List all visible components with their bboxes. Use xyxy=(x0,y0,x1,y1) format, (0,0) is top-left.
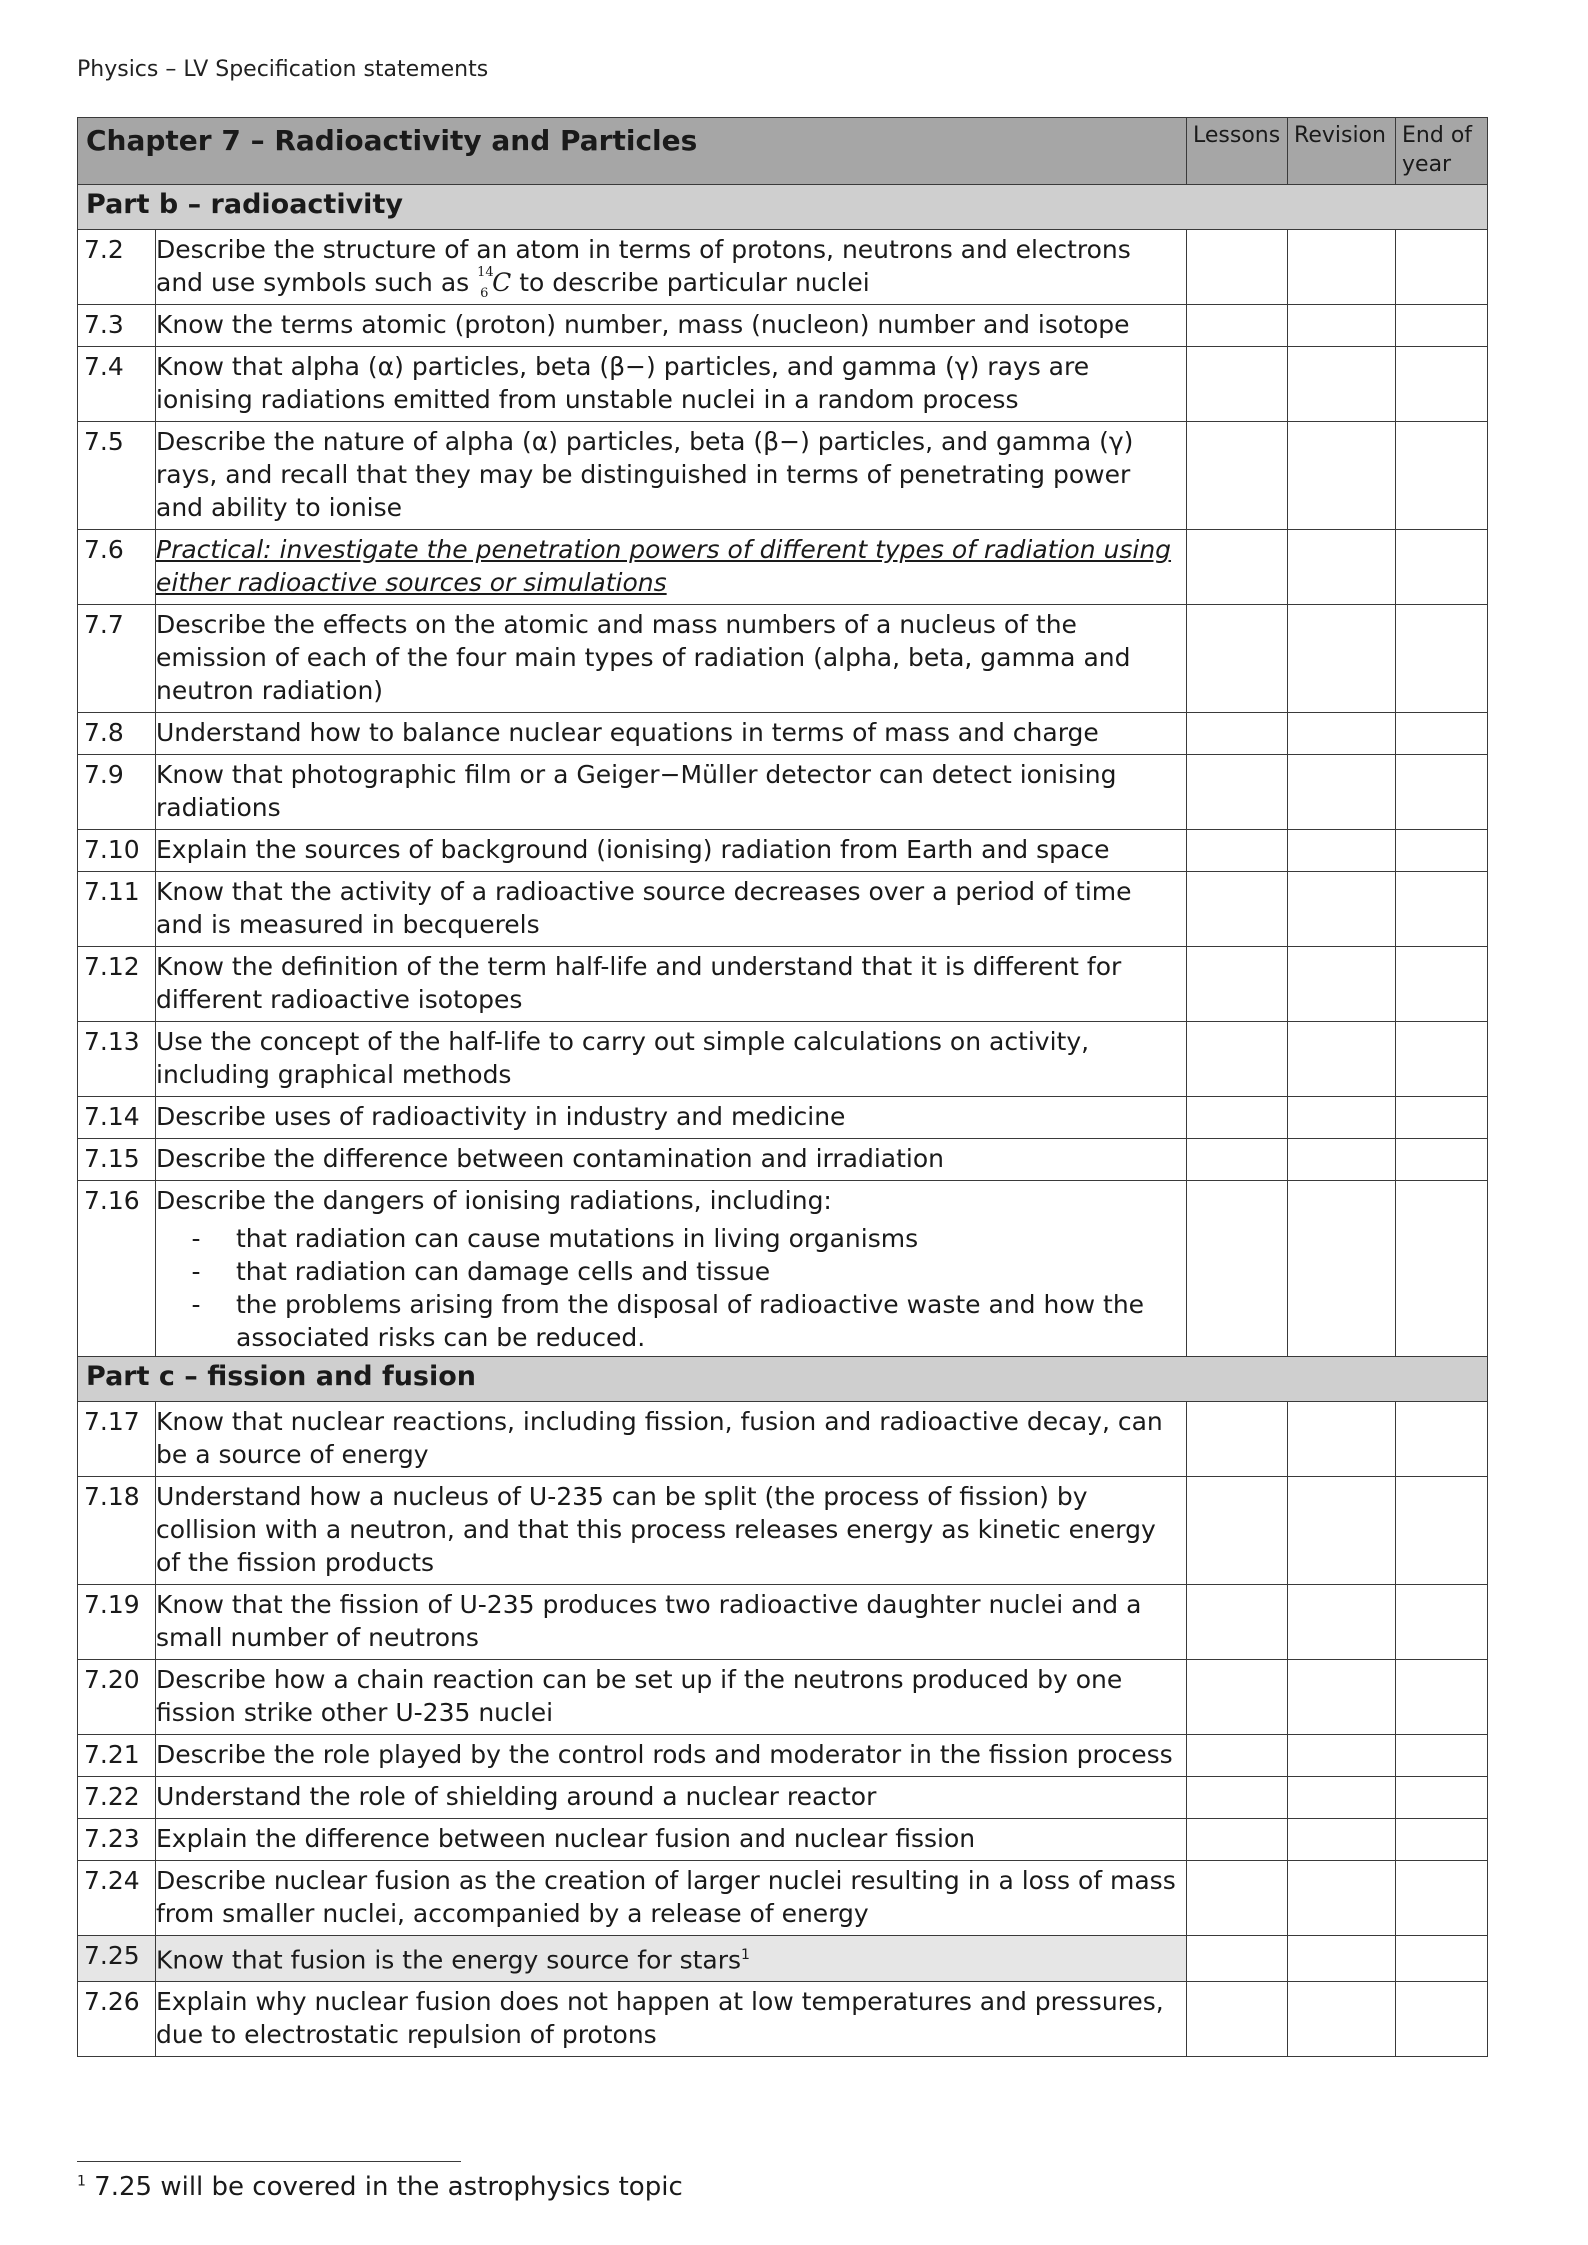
chapter-header-row xyxy=(78,118,1488,185)
lessons-checkbox-cell[interactable] xyxy=(1187,755,1288,830)
statement-text-body: Use the concept of the half-life to carry out simple calculations on activity, including graphical methods xyxy=(156,1027,1090,1089)
statement-text xyxy=(156,1139,1186,1180)
statement-number: 7.6 xyxy=(84,535,124,564)
statement-text-cell xyxy=(156,1097,1187,1139)
revision-checkbox-cell[interactable] xyxy=(1288,305,1396,347)
spec-row xyxy=(78,713,1488,755)
revision-checkbox-cell[interactable] xyxy=(1288,605,1396,713)
statement-number-cell xyxy=(78,1022,156,1097)
lessons-checkbox-cell[interactable] xyxy=(1187,1777,1288,1819)
statement-text-body: Know that fusion is the energy source for stars xyxy=(156,1945,742,1975)
part-header-cell xyxy=(78,1357,1488,1402)
spec-row xyxy=(78,1660,1488,1735)
sub-list-text: that radiation can damage cells and tissue xyxy=(236,1257,771,1286)
statement-text-cell xyxy=(156,347,1187,422)
lessons-checkbox-cell[interactable] xyxy=(1187,1139,1288,1181)
lessons-header xyxy=(1187,118,1288,185)
dash-bullet: - xyxy=(191,1290,201,1319)
end-of-year-checkbox-cell[interactable] xyxy=(1396,947,1488,1022)
statement-number: 7.22 xyxy=(84,1782,140,1811)
statement-text-cell xyxy=(156,1861,1187,1936)
specification-body xyxy=(78,185,1488,2057)
statement-text xyxy=(156,1022,1186,1096)
revision-checkbox-cell[interactable] xyxy=(1288,1477,1396,1585)
sub-list-item xyxy=(156,1288,1186,1354)
statement-text-body: Know the definition of the term half-life and understand that it is different for different radioactive isotopes xyxy=(156,952,1122,1014)
spec-row xyxy=(78,1936,1488,1982)
part-header-row xyxy=(78,1357,1488,1402)
statement-number-cell xyxy=(78,347,156,422)
statement-text xyxy=(156,1982,1186,2056)
lessons-checkbox-cell[interactable] xyxy=(1187,230,1288,305)
spec-row xyxy=(78,1819,1488,1861)
spec-row xyxy=(78,1097,1488,1139)
end-of-year-checkbox-cell[interactable] xyxy=(1396,1022,1488,1097)
statement-text xyxy=(156,1936,1186,1981)
end-of-year-checkbox-cell[interactable] xyxy=(1396,1982,1488,2057)
lessons-checkbox-cell[interactable] xyxy=(1187,1735,1288,1777)
lessons-checkbox-cell[interactable] xyxy=(1187,1022,1288,1097)
statement-number: 7.9 xyxy=(84,760,124,789)
statement-text-body: Describe the role played by the control rods and moderator in the fission process xyxy=(156,1740,1173,1769)
statement-text-cell xyxy=(156,1139,1187,1181)
statement-number-cell xyxy=(78,1585,156,1660)
statement-text-cell xyxy=(156,230,1187,305)
lessons-checkbox-cell[interactable] xyxy=(1187,1402,1288,1477)
lessons-checkbox-cell[interactable] xyxy=(1187,1660,1288,1735)
statement-number: 7.14 xyxy=(84,1102,140,1131)
element-symbol: C xyxy=(492,268,512,297)
statement-number: 7.8 xyxy=(84,718,124,747)
nuclide-symbol xyxy=(477,266,511,299)
statement-text-cell xyxy=(156,305,1187,347)
statement-text xyxy=(156,1777,1186,1818)
statement-text-body: Know that nuclear reactions, including fission, fusion and radioactive decay, can be a source of energy xyxy=(156,1407,1163,1469)
statement-text-cell xyxy=(156,830,1187,872)
spec-row xyxy=(78,1861,1488,1936)
spec-row xyxy=(78,1982,1488,2057)
part-header-cell xyxy=(78,185,1488,230)
lessons-checkbox-cell[interactable] xyxy=(1187,1819,1288,1861)
footnote xyxy=(77,2172,683,2202)
statement-text xyxy=(156,1477,1186,1584)
statement-number: 7.19 xyxy=(84,1590,140,1619)
lessons-checkbox-cell[interactable] xyxy=(1187,713,1288,755)
statement-text xyxy=(156,1660,1186,1734)
part-title: Part b – radioactivity xyxy=(86,189,403,220)
statement-number-cell xyxy=(78,1139,156,1181)
statement-text-body: Describe nuclear fusion as the creation of larger nuclei resulting in a loss of mass from smaller nuclei, accompanied by a release of energy xyxy=(156,1866,1176,1928)
end-of-year-checkbox-cell[interactable] xyxy=(1396,530,1488,605)
statement-number: 7.16 xyxy=(84,1186,140,1215)
footnote-mark: 1 xyxy=(77,2173,86,2190)
revision-checkbox-cell[interactable] xyxy=(1288,1660,1396,1735)
revision-checkbox-cell[interactable] xyxy=(1288,1022,1396,1097)
statement-text-cell xyxy=(156,1982,1187,2057)
statement-text-cell xyxy=(156,755,1187,830)
statement-number-cell xyxy=(78,1181,156,1357)
statement-number-cell xyxy=(78,1861,156,1936)
statement-number-cell xyxy=(78,1982,156,2057)
statement-text-part: to describe particular nuclei xyxy=(511,268,870,297)
end-of-year-checkbox-cell[interactable] xyxy=(1396,305,1488,347)
statement-number: 7.26 xyxy=(84,1987,140,2017)
end-of-year-checkbox-cell[interactable] xyxy=(1396,1139,1488,1181)
chapter-title: Chapter 7 – Radioactivity and Particles xyxy=(86,124,698,157)
lessons-checkbox-cell[interactable] xyxy=(1187,305,1288,347)
lessons-checkbox-cell[interactable] xyxy=(1187,1181,1288,1357)
statement-text-body: Explain the difference between nuclear fusion and nuclear fission xyxy=(156,1824,976,1853)
end-of-year-checkbox-cell[interactable] xyxy=(1396,1585,1488,1660)
statement-text-cell xyxy=(156,1936,1187,1982)
statement-number: 7.21 xyxy=(84,1740,140,1769)
spec-row xyxy=(78,605,1488,713)
statement-text-cell xyxy=(156,1735,1187,1777)
end-of-year-checkbox-cell[interactable] xyxy=(1396,1402,1488,1477)
statement-number: 7.3 xyxy=(84,310,124,339)
end-of-year-checkbox-cell[interactable] xyxy=(1396,1819,1488,1861)
lessons-checkbox-cell[interactable] xyxy=(1187,830,1288,872)
atomic-number: 6 xyxy=(480,286,489,301)
end-of-year-checkbox-cell[interactable] xyxy=(1396,1777,1488,1819)
revision-checkbox-cell[interactable] xyxy=(1288,1861,1396,1936)
statement-text-body: Describe the effects on the atomic and mass numbers of a nucleus of the emission of each of the four main types of radiation (alpha, beta, gamma and neutron radiation) xyxy=(156,610,1131,705)
dash-bullet: - xyxy=(191,1224,201,1253)
statement-text-cell xyxy=(156,1022,1187,1097)
sub-list-text: that radiation can cause mutations in living organisms xyxy=(236,1224,919,1253)
footnote-reference: 1 xyxy=(741,1947,750,1963)
statement-number-cell xyxy=(78,605,156,713)
revision-checkbox-cell[interactable] xyxy=(1288,1402,1396,1477)
lessons-checkbox-cell[interactable] xyxy=(1187,422,1288,530)
statement-number-cell xyxy=(78,1936,156,1982)
revision-checkbox-cell[interactable] xyxy=(1288,755,1396,830)
statement-text-body: Describe the difference between contamination and irradiation xyxy=(156,1144,944,1173)
statement-number: 7.2 xyxy=(84,235,124,264)
statement-number-cell xyxy=(78,1402,156,1477)
statement-number-cell xyxy=(78,305,156,347)
revision-header xyxy=(1288,118,1396,185)
mass-number: 14 xyxy=(477,265,494,280)
statement-text-body: Describe the dangers of ionising radiations, including: xyxy=(156,1186,832,1215)
statement-text-body: Know that alpha (α) particles, beta (β−) particles, and gamma (γ) rays are ionising radiations emitted from unstable nuclei in a random process xyxy=(156,352,1090,414)
spec-row xyxy=(78,1585,1488,1660)
revision-checkbox-cell[interactable] xyxy=(1288,947,1396,1022)
part-header-row xyxy=(78,185,1488,230)
revision-checkbox-cell[interactable] xyxy=(1288,230,1396,305)
end-of-year-checkbox-cell[interactable] xyxy=(1396,1936,1488,1982)
spec-row xyxy=(78,1735,1488,1777)
revision-label: Revision xyxy=(1294,123,1386,148)
lessons-checkbox-cell[interactable] xyxy=(1187,947,1288,1022)
revision-checkbox-cell[interactable] xyxy=(1288,872,1396,947)
statement-text xyxy=(156,872,1186,946)
statement-number-cell xyxy=(78,1735,156,1777)
statement-number-cell xyxy=(78,1477,156,1585)
revision-checkbox-cell[interactable] xyxy=(1288,1819,1396,1861)
statement-number: 7.20 xyxy=(84,1665,140,1694)
spec-row xyxy=(78,1181,1488,1357)
statement-number: 7.7 xyxy=(84,610,124,639)
statement-text-cell xyxy=(156,1585,1187,1660)
statement-text-body: Understand how a nucleus of U-235 can be split (the process of fission) by collision with a neutron, and that this process releases energy as kinetic energy of the fission products xyxy=(156,1482,1156,1577)
statement-number-cell xyxy=(78,872,156,947)
revision-checkbox-cell[interactable] xyxy=(1288,1735,1396,1777)
statement-text-body: Explain why nuclear fusion does not happen at low temperatures and pressures, due to electrostatic repulsion of protons xyxy=(156,1987,1164,2050)
statement-text-cell xyxy=(156,1181,1187,1357)
end-of-year-checkbox-cell[interactable] xyxy=(1396,830,1488,872)
revision-checkbox-cell[interactable] xyxy=(1288,347,1396,422)
lessons-checkbox-cell[interactable] xyxy=(1187,1477,1288,1585)
statement-text-body: Describe how a chain reaction can be set up if the neutrons produced by one fission strike other U-235 nuclei xyxy=(156,1665,1123,1727)
lessons-checkbox-cell[interactable] xyxy=(1187,1936,1288,1982)
statement-number-cell xyxy=(78,947,156,1022)
statement-text xyxy=(156,530,1186,604)
statement-number: 7.18 xyxy=(84,1482,140,1511)
end-of-year-checkbox-cell[interactable] xyxy=(1396,230,1488,305)
statement-text xyxy=(156,605,1186,712)
revision-checkbox-cell[interactable] xyxy=(1288,1936,1396,1982)
page-header: Physics – LV Specification statements xyxy=(77,57,489,82)
footnote-text: 7.25 will be covered in the astrophysics topic xyxy=(85,2172,683,2202)
spec-row xyxy=(78,1477,1488,1585)
statement-number-cell xyxy=(78,230,156,305)
statement-text xyxy=(156,347,1186,421)
end-of-year-checkbox-cell[interactable] xyxy=(1396,1097,1488,1139)
end-of-year-checkbox-cell[interactable] xyxy=(1396,422,1488,530)
revision-checkbox-cell[interactable] xyxy=(1288,713,1396,755)
practical-statement: Practical: investigate the penetration powers of different types of radiation using either radioactive sources or simulations xyxy=(156,535,1172,597)
revision-checkbox-cell[interactable] xyxy=(1288,422,1396,530)
statement-number-cell xyxy=(78,530,156,605)
statement-text-body: Describe uses of radioactivity in industry and medicine xyxy=(156,1102,846,1131)
revision-checkbox-cell[interactable] xyxy=(1288,830,1396,872)
lessons-checkbox-cell[interactable] xyxy=(1187,347,1288,422)
end-of-year-checkbox-cell[interactable] xyxy=(1396,605,1488,713)
statement-text-body: Understand the role of shielding around a nuclear reactor xyxy=(156,1782,877,1811)
revision-checkbox-cell[interactable] xyxy=(1288,1585,1396,1660)
footnote-divider xyxy=(77,2161,461,2162)
end-of-year-checkbox-cell[interactable] xyxy=(1396,347,1488,422)
sub-list-text: the problems arising from the disposal of radioactive waste and how the associated risks can be reduced. xyxy=(236,1290,1145,1352)
statement-number-cell xyxy=(78,1097,156,1139)
end-of-year-checkbox-cell[interactable] xyxy=(1396,1861,1488,1936)
end-of-year-label: End of year xyxy=(1402,123,1473,177)
lessons-label: Lessons xyxy=(1193,123,1281,148)
end-of-year-checkbox-cell[interactable] xyxy=(1396,1735,1488,1777)
lessons-checkbox-cell[interactable] xyxy=(1187,605,1288,713)
statement-text xyxy=(156,1861,1186,1935)
statement-number-cell xyxy=(78,830,156,872)
statement-text xyxy=(156,1181,1186,1222)
statement-text-body: Know that the activity of a radioactive source decreases over a period of time and is measured in becquerels xyxy=(156,877,1132,939)
statement-number-cell xyxy=(78,1660,156,1735)
lessons-checkbox-cell[interactable] xyxy=(1187,1982,1288,2057)
statement-number-cell xyxy=(78,713,156,755)
statement-text-cell xyxy=(156,1402,1187,1477)
revision-checkbox-cell[interactable] xyxy=(1288,1097,1396,1139)
statement-text xyxy=(156,713,1186,754)
statement-number: 7.5 xyxy=(84,427,124,456)
lessons-checkbox-cell[interactable] xyxy=(1187,1097,1288,1139)
sub-list-item xyxy=(156,1222,1186,1255)
lessons-checkbox-cell[interactable] xyxy=(1187,1585,1288,1660)
statement-number: 7.12 xyxy=(84,952,140,981)
spec-row xyxy=(78,230,1488,305)
end-of-year-header xyxy=(1396,118,1488,185)
statement-text xyxy=(156,1097,1186,1138)
sub-list-item xyxy=(156,1255,1186,1288)
statement-text-cell xyxy=(156,947,1187,1022)
statement-text-cell xyxy=(156,1660,1187,1735)
statement-number-cell xyxy=(78,422,156,530)
spec-row xyxy=(78,872,1488,947)
statement-text xyxy=(156,305,1186,346)
statement-text xyxy=(156,1819,1186,1860)
statement-text xyxy=(156,1585,1186,1659)
spec-row xyxy=(78,1777,1488,1819)
statement-number: 7.10 xyxy=(84,835,140,864)
statement-text-cell xyxy=(156,605,1187,713)
statement-text-cell xyxy=(156,422,1187,530)
end-of-year-checkbox-cell[interactable] xyxy=(1396,1477,1488,1585)
statement-number: 7.23 xyxy=(84,1824,140,1853)
part-title: Part c – fission and fusion xyxy=(86,1361,477,1392)
statement-text xyxy=(156,830,1186,871)
statement-number: 7.17 xyxy=(84,1407,140,1436)
statement-text xyxy=(156,422,1186,529)
statement-text xyxy=(156,755,1186,829)
spec-row xyxy=(78,1402,1488,1477)
statement-number-cell xyxy=(78,755,156,830)
statement-text xyxy=(156,947,1186,1021)
statement-number-cell xyxy=(78,1777,156,1819)
spec-row xyxy=(78,530,1488,605)
spec-row xyxy=(78,1139,1488,1181)
end-of-year-checkbox-cell[interactable] xyxy=(1396,755,1488,830)
chapter-title-cell xyxy=(78,118,1187,185)
statement-text-part: Describe the structure of an atom in terms of protons, neutrons and electrons and use symbols such as xyxy=(156,235,1131,297)
specification-table xyxy=(77,117,1488,2057)
end-of-year-checkbox-cell[interactable] xyxy=(1396,872,1488,947)
spec-row xyxy=(78,755,1488,830)
statement-text-cell xyxy=(156,872,1187,947)
statement-number: 7.4 xyxy=(84,352,124,381)
statement-number: 7.25 xyxy=(84,1941,140,1970)
statement-number: 7.24 xyxy=(84,1866,140,1895)
spec-row xyxy=(78,347,1488,422)
statement-number: 7.11 xyxy=(84,877,140,906)
revision-checkbox-cell[interactable] xyxy=(1288,1139,1396,1181)
statement-text-body: Describe the nature of alpha (α) particles, beta (β−) particles, and gamma (γ) rays, and recall that they may be distinguished in terms of penetrating power and ability to ionise xyxy=(156,427,1134,522)
spec-row xyxy=(78,422,1488,530)
statement-text-cell xyxy=(156,1777,1187,1819)
statement-text-body: Know that photographic film or a Geiger−Müller detector can detect ionising radiations xyxy=(156,760,1117,822)
revision-checkbox-cell[interactable] xyxy=(1288,1982,1396,2057)
dash-bullet: - xyxy=(191,1257,201,1286)
spec-row xyxy=(78,1022,1488,1097)
statement-text-body: Know that the fission of U-235 produces two radioactive daughter nuclei and a small number of neutrons xyxy=(156,1590,1142,1652)
statement-number-cell xyxy=(78,1819,156,1861)
end-of-year-checkbox-cell[interactable] xyxy=(1396,1181,1488,1357)
statement-text-cell xyxy=(156,713,1187,755)
lessons-checkbox-cell[interactable] xyxy=(1187,1861,1288,1936)
statement-text-cell xyxy=(156,1477,1187,1585)
statement-text-body: Explain the sources of background (ionising) radiation from Earth and space xyxy=(156,835,1110,864)
revision-checkbox-cell[interactable] xyxy=(1288,530,1396,605)
spec-row xyxy=(78,305,1488,347)
statement-number: 7.15 xyxy=(84,1144,140,1173)
statement-text xyxy=(156,1735,1186,1776)
statement-number: 7.13 xyxy=(84,1027,140,1056)
statement-text xyxy=(156,230,1186,304)
statement-text-cell xyxy=(156,1819,1187,1861)
statement-text xyxy=(156,1402,1186,1476)
spec-row xyxy=(78,947,1488,1022)
revision-checkbox-cell[interactable] xyxy=(1288,1181,1396,1357)
end-of-year-checkbox-cell[interactable] xyxy=(1396,1660,1488,1735)
end-of-year-checkbox-cell[interactable] xyxy=(1396,713,1488,755)
spec-row xyxy=(78,830,1488,872)
statement-text-body: Know the terms atomic (proton) number, mass (nucleon) number and isotope xyxy=(156,310,1130,339)
statement-text-body: Understand how to balance nuclear equations in terms of mass and charge xyxy=(156,718,1099,747)
lessons-checkbox-cell[interactable] xyxy=(1187,530,1288,605)
statement-text-cell xyxy=(156,530,1187,605)
revision-checkbox-cell[interactable] xyxy=(1288,1777,1396,1819)
lessons-checkbox-cell[interactable] xyxy=(1187,872,1288,947)
